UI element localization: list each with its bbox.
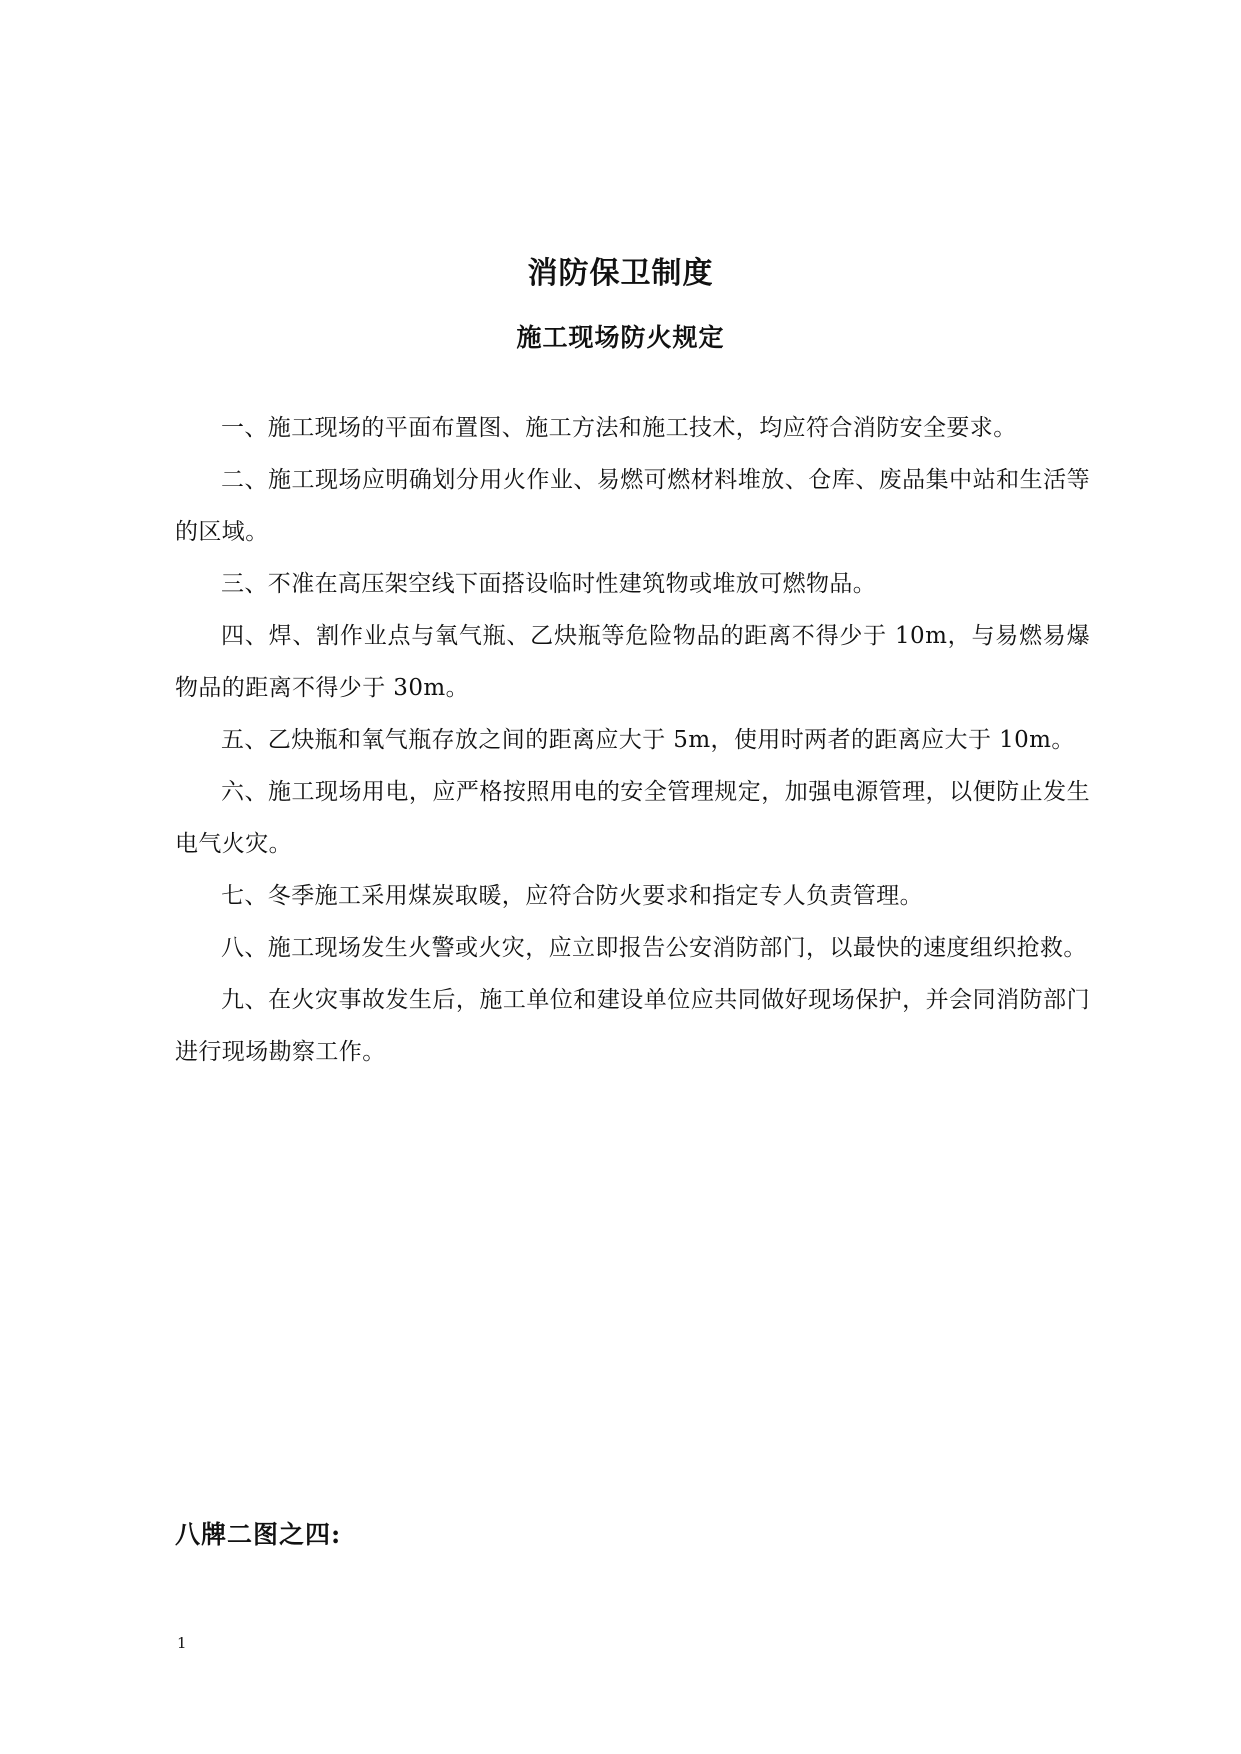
document-title: 消防保卫制度 (527, 256, 714, 291)
regulation-item-3: 三、不准在高压架空线下面搭设临时性建筑物或堆放可燃物品。 (221, 571, 877, 597)
regulation-item-6: 六、施工现场用电，应严格按照用电的安全管理规定，加强电源管理，以便防止发生电气火灾。 (175, 779, 1090, 857)
regulation-item-8: 八、施工现场发生火警或火灾，应立即报告公安消防部门，以最快的速度组织抢救。 (221, 935, 1087, 961)
regulation-body (175, 402, 1090, 1078)
page-number: 1 (177, 1634, 187, 1652)
document-subtitle: 施工现场防火规定 (516, 323, 725, 352)
footer-heading: 八牌二图之四: (175, 1520, 342, 1549)
regulation-item-7: 七、冬季施工采用煤炭取暖，应符合防火要求和指定专人负责管理。 (221, 883, 923, 909)
regulation-item-5: 五、乙炔瓶和氧气瓶存放之间的距离应大于 5m，使用时两者的距离应大于 10m。 (221, 727, 1075, 753)
regulation-item-2: 二、施工现场应明确划分用火作业、易燃可燃材料堆放、仓库、废品集中站和生活等的区域。 (175, 467, 1090, 545)
regulation-item-4: 四、焊、割作业点与氧气瓶、乙炔瓶等危险物品的距离不得少于 10m，与易燃易爆物品的距离不得少于 30m。 (175, 623, 1090, 701)
regulation-item-1: 一、施工现场的平面布置图、施工方法和施工技术，均应符合消防安全要求。 (221, 415, 1017, 441)
regulation-item-9: 九、在火灾事故发生后，施工单位和建设单位应共同做好现场保护，并会同消防部门进行现场勘察工作。 (175, 987, 1090, 1065)
